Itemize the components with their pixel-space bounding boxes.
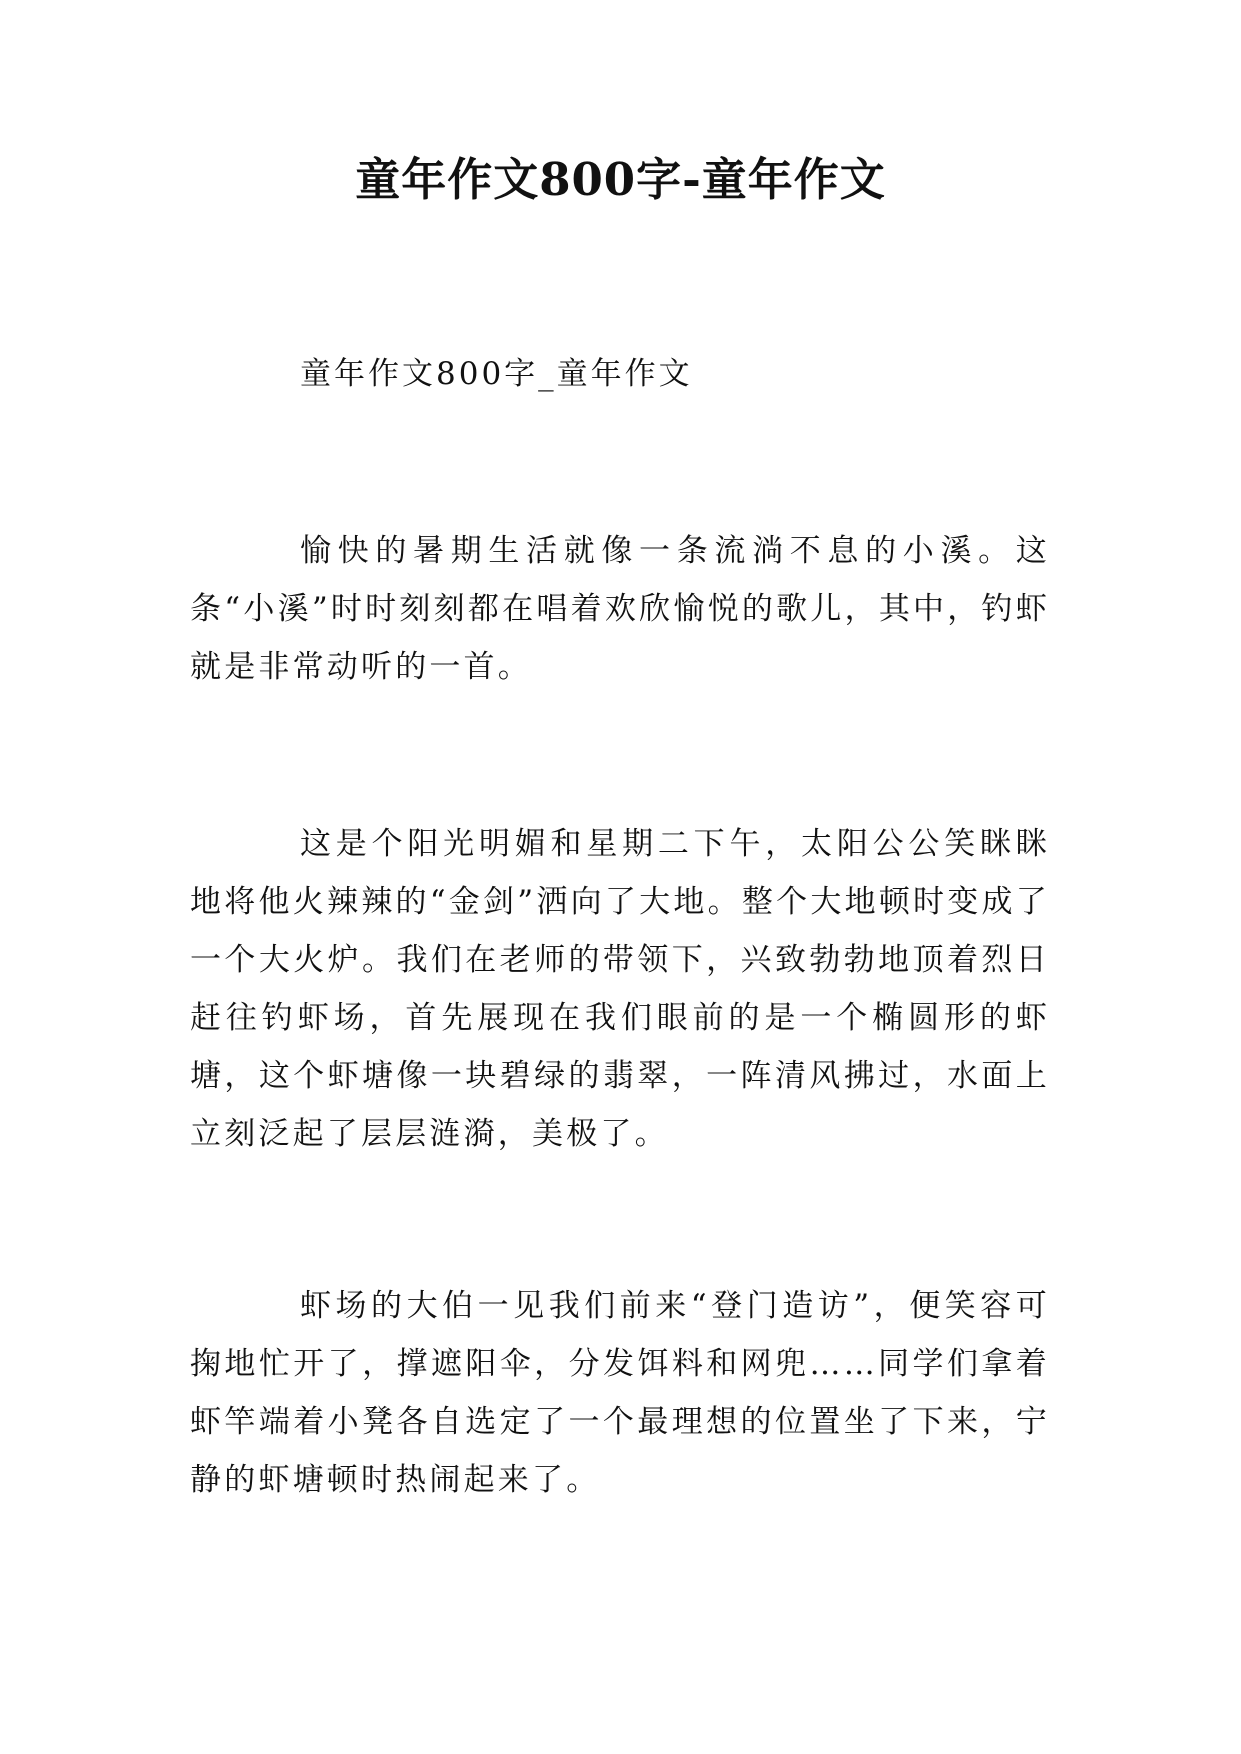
document-title: 童年作文800字-童年作文 bbox=[355, 153, 886, 206]
paragraph-3: 虾场的大伯一见我们前来“登门造访”，便笑容可掬地忙开了，撑遮阳伞，分发饵料和网兜……同学们拿着虾竿端着小凳各自选定了一个最理想的位置坐了下来，宁静的虾塘顿时热闹起来了。 bbox=[190, 1288, 1050, 1498]
paragraph-2: 这是个阳光明媚和星期二下午，太阳公公笑眯眯地将他火辣辣的“金剑”洒向了大地。整个大地顿时变成了一个大火炉。我们在老师的带领下，兴致勃勃地顶着烈日赶往钓虾场，首先展现在我们眼前的是一个椭圆形的虾塘，这个虾塘像一块碧绿的翡翠，一阵清风拂过，水面上立刻泛起了层层涟漪，美极了。 bbox=[190, 826, 1050, 1152]
paragraph-1: 愉快的暑期生活就像一条流淌不息的小溪。这条“小溪”时时刻刻都在唱着欢欣愉悦的歌儿，其中，钓虾就是非常动听的一首。 bbox=[190, 533, 1050, 685]
document-subtitle: 童年作文800字_童年作文 bbox=[300, 356, 693, 392]
